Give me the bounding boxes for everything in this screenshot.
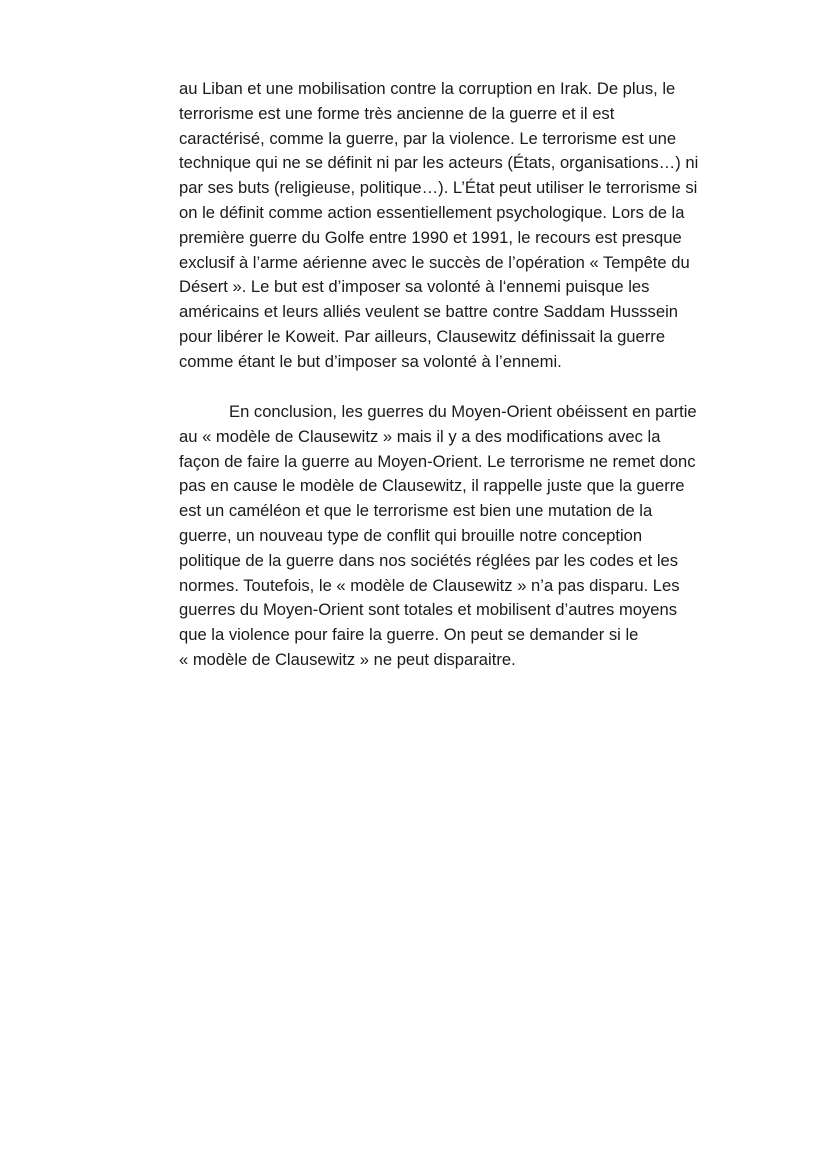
text-line: caractérisé, comme la guerre, par la violence. Le terrorisme est une [179,128,677,148]
text-line: « modèle de Clausewitz » ne peut disparaitre. [179,649,516,669]
text-line: américains et leurs alliés veulent se battre contre Saddam Husssein [179,302,678,322]
text-line: normes. Toutefois, le « modèle de Clausewitz » n’a pas disparu. Les [179,575,680,595]
text-line: guerres du Moyen-Orient sont totales et mobilisent d’autres moyens [179,600,678,620]
body-paragraph-terrorism [179,77,749,375]
text-line: que la violence pour faire la guerre. On peut se demander si le [179,625,639,645]
text-line: politique de la guerre dans nos sociétés réglées par les codes et les [179,550,679,570]
text-line: façon de faire la guerre au Moyen-Orient. Le terrorisme ne remet donc [179,451,696,471]
text-line: terrorisme est une forme très ancienne de la guerre et il est [179,103,615,123]
text-line: on le définit comme action essentiellement psychologique. Lors de la [179,202,685,222]
text-line: exclusif à l’arme aérienne avec le succès de l’opération « Tempête du [179,252,690,272]
conclusion-paragraph [179,400,749,673]
text-line: pas en cause le modèle de Clausewitz, il rappelle juste que la guerre [179,476,685,496]
text-line: au « modèle de Clausewitz » mais il y a des modifications avec la [179,426,661,446]
text-line: par ses buts (religieuse, politique…). L’État peut utiliser le terrorisme si [179,178,698,198]
text-line: au Liban et une mobilisation contre la corruption en Irak. De plus, le [179,79,676,98]
text-line: Désert ». Le but est d’imposer sa volonté à l‘ennemi puisque les [179,277,650,297]
text-line: guerre, un nouveau type de conflit qui brouille notre conception [179,525,643,545]
text-line: comme étant le but d’imposer sa volonté à l’ennemi. [179,351,562,371]
text-line: première guerre du Golfe entre 1990 et 1991, le recours est presque [179,227,682,247]
text-line: technique qui ne se définit ni par les acteurs (États, organisations…) ni [179,153,699,173]
text-line-indented: En conclusion, les guerres du Moyen-Orient obéissent en partie [229,402,697,421]
text-line: est un caméléon et que le terrorisme est bien une mutation de la [179,501,653,521]
text-line: pour libérer le Koweit. Par ailleurs, Clausewitz définissait la guerre [179,326,666,346]
